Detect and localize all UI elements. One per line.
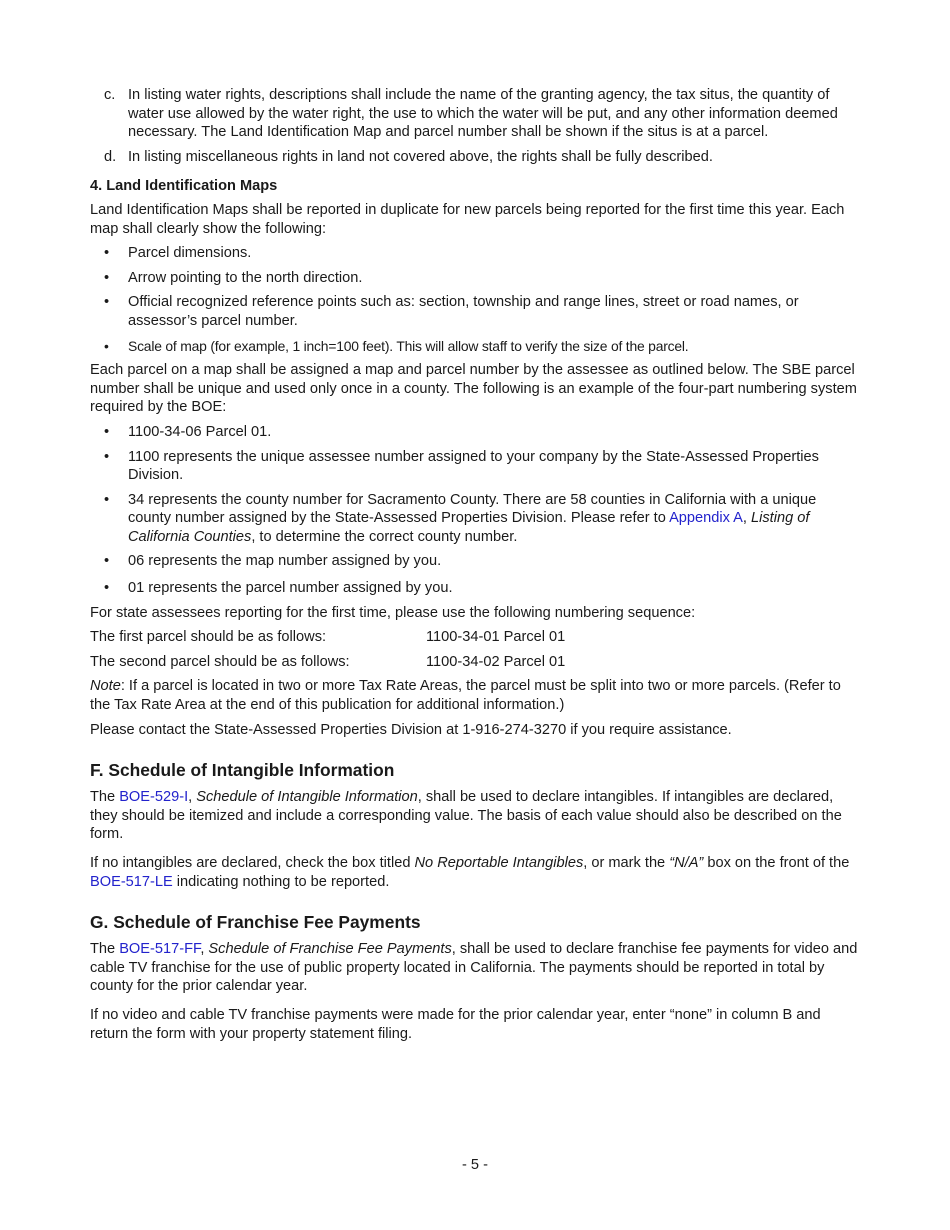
appendix-a-link[interactable]: Appendix A xyxy=(669,510,743,527)
text-run: If no intangibles are declared, check the box titled xyxy=(90,855,415,871)
bullet-icon: • xyxy=(104,491,110,508)
paragraph-numbering: Each parcel on a map shall be assigned a map and parcel number by the assessee as outlined below. The SBE parcel number shall be unique and used only once in a county. The following is an example of the four-part numbering system required by the BOE: xyxy=(90,362,857,416)
text-run: , xyxy=(742,510,752,527)
parcel-example-row xyxy=(90,628,858,647)
bullet-icon: • xyxy=(104,553,110,570)
list-item xyxy=(90,244,858,263)
text-run: , xyxy=(200,941,209,958)
parcel-example-row xyxy=(90,653,858,672)
bullet-icon: • xyxy=(104,448,110,465)
list-item xyxy=(90,423,858,442)
list-item-text: In listing miscellaneous rights in land not covered above, the rights shall be fully described. xyxy=(128,148,713,165)
text-run: box on the front of the xyxy=(703,855,850,871)
text-run: The xyxy=(90,789,120,806)
paragraph-note xyxy=(90,677,858,714)
paragraph-franchise-1 xyxy=(90,940,858,996)
text-run: : If a parcel is located in two or more Tax Rate Areas, the parcel must be split into two or more parcels. (Refer to the Tax Rate Area at the end of this publication for additional information.) xyxy=(90,678,841,714)
paragraph-franchise-2: If no video and cable TV franchise payments were made for the prior calendar year, enter “none” in column B and return the form with your property statement filing. xyxy=(90,1006,821,1042)
text-run: , xyxy=(188,789,197,806)
list-item-text: Official recognized reference points such as: section, township and range lines, street or road names, or assessor’s parcel number. xyxy=(128,294,799,329)
list-item-text: 06 represents the map number assigned by you. xyxy=(128,553,442,570)
list-item-text: 1100-34-06 Parcel 01. xyxy=(128,423,272,440)
list-item-text: 01 represents the parcel number assigned by you. xyxy=(128,580,453,597)
italic-title: Schedule of Intangible Information xyxy=(196,789,418,806)
row-label: The second parcel should be as follows: xyxy=(90,653,350,670)
text-run: The xyxy=(90,941,120,958)
list-item xyxy=(90,448,858,485)
text-run: 34 represents the county number for Sacramento County. There are 58 counties in California with a unique county number assigned by the State-Assessed Properties Division. Please refer to xyxy=(128,491,817,527)
section-heading-land-maps: 4. Land Identification Maps xyxy=(90,178,278,195)
italic-title: Schedule of Franchise Fee Payments xyxy=(208,941,452,958)
section-heading-franchise: G. Schedule of Franchise Fee Payments xyxy=(90,912,421,933)
bullet-icon: • xyxy=(104,580,110,597)
list-item xyxy=(90,293,858,330)
list-item xyxy=(90,337,858,356)
boe-529-i-link[interactable]: BOE-529-I xyxy=(119,789,189,806)
bullet-icon: • xyxy=(104,294,110,311)
list-item xyxy=(90,269,858,288)
italic-title: “N/A” xyxy=(669,855,704,871)
list-item xyxy=(90,552,858,571)
list-marker: c. xyxy=(104,87,116,103)
bullet-icon: • xyxy=(104,245,110,262)
page-number: - 5 - xyxy=(462,1157,488,1173)
paragraph-intangible-1 xyxy=(90,788,858,844)
text-run: , shall be used to declare intangibles. If intangibles are declared, they should be itemized and include a corresponding value. The basis of each value should also be described on the form. xyxy=(90,789,842,843)
document-page xyxy=(90,86,858,1043)
italic-title: Listing of California Counties xyxy=(128,510,810,545)
bullet-icon: • xyxy=(104,269,110,286)
list-item xyxy=(90,579,858,598)
list-item-c xyxy=(90,86,858,142)
list-item-text: 1100 represents the unique assessee number assigned to your company by the State-Assessed Properties Division. xyxy=(128,448,819,484)
row-label: The first parcel should be as follows: xyxy=(90,629,327,646)
paragraph-first-time: For state assessees reporting for the first time, please use the following numbering sequence: xyxy=(90,604,696,621)
text-run: , or mark the xyxy=(583,855,670,871)
paragraph-contact: Please contact the State-Assessed Properties Division at 1-916-274-3270 if you require assistance. xyxy=(90,721,732,738)
bullet-icon: • xyxy=(104,423,110,440)
boe-517-ff-link[interactable]: BOE-517-FF xyxy=(119,941,201,958)
paragraph-intangible-2 xyxy=(90,854,858,891)
bullet-icon: • xyxy=(104,337,109,354)
paragraph-intro: Land Identification Maps shall be reported in duplicate for new parcels being reported for the first time this year. Each map shall clearly show the following: xyxy=(90,201,845,237)
list-item-text: Scale of map (for example, 1 inch=100 feet). This will allow staff to verify the size of the parcel. xyxy=(128,337,689,354)
list-item-text xyxy=(128,492,816,545)
text-run: indicating nothing to be reported. xyxy=(172,873,390,890)
note-label: Note xyxy=(90,678,121,695)
row-value: 1100-34-02 Parcel 01 xyxy=(426,653,566,670)
boe-517-le-link[interactable]: BOE-517-LE xyxy=(90,873,173,890)
italic-title: No Reportable Intangibles xyxy=(414,855,584,871)
list-item-text: Arrow pointing to the north direction. xyxy=(128,269,363,286)
list-item-text: In listing water rights, descriptions shall include the name of the granting agency, the tax situs, the quantity of water use allowed by the water right, the use to which the water will be put, and any other information deemed necessary. The Land Identification Map and parcel number shall be shown if the situs is at a parcel. xyxy=(128,87,838,141)
text-run: , to determine the correct county number. xyxy=(251,528,518,545)
text-run: , shall be used to declare franchise fee payments for video and cable TV franchise for the use of public property located in California. The payments should be reported in total by county for the prior calendar year. xyxy=(90,941,858,995)
row-value: 1100-34-01 Parcel 01 xyxy=(426,629,566,646)
section-heading-intangible: F. Schedule of Intangible Information xyxy=(90,760,395,781)
list-item-text: Parcel dimensions. xyxy=(128,245,252,262)
list-marker: d. xyxy=(104,148,117,165)
list-item xyxy=(90,491,858,547)
list-item-d xyxy=(90,148,858,167)
